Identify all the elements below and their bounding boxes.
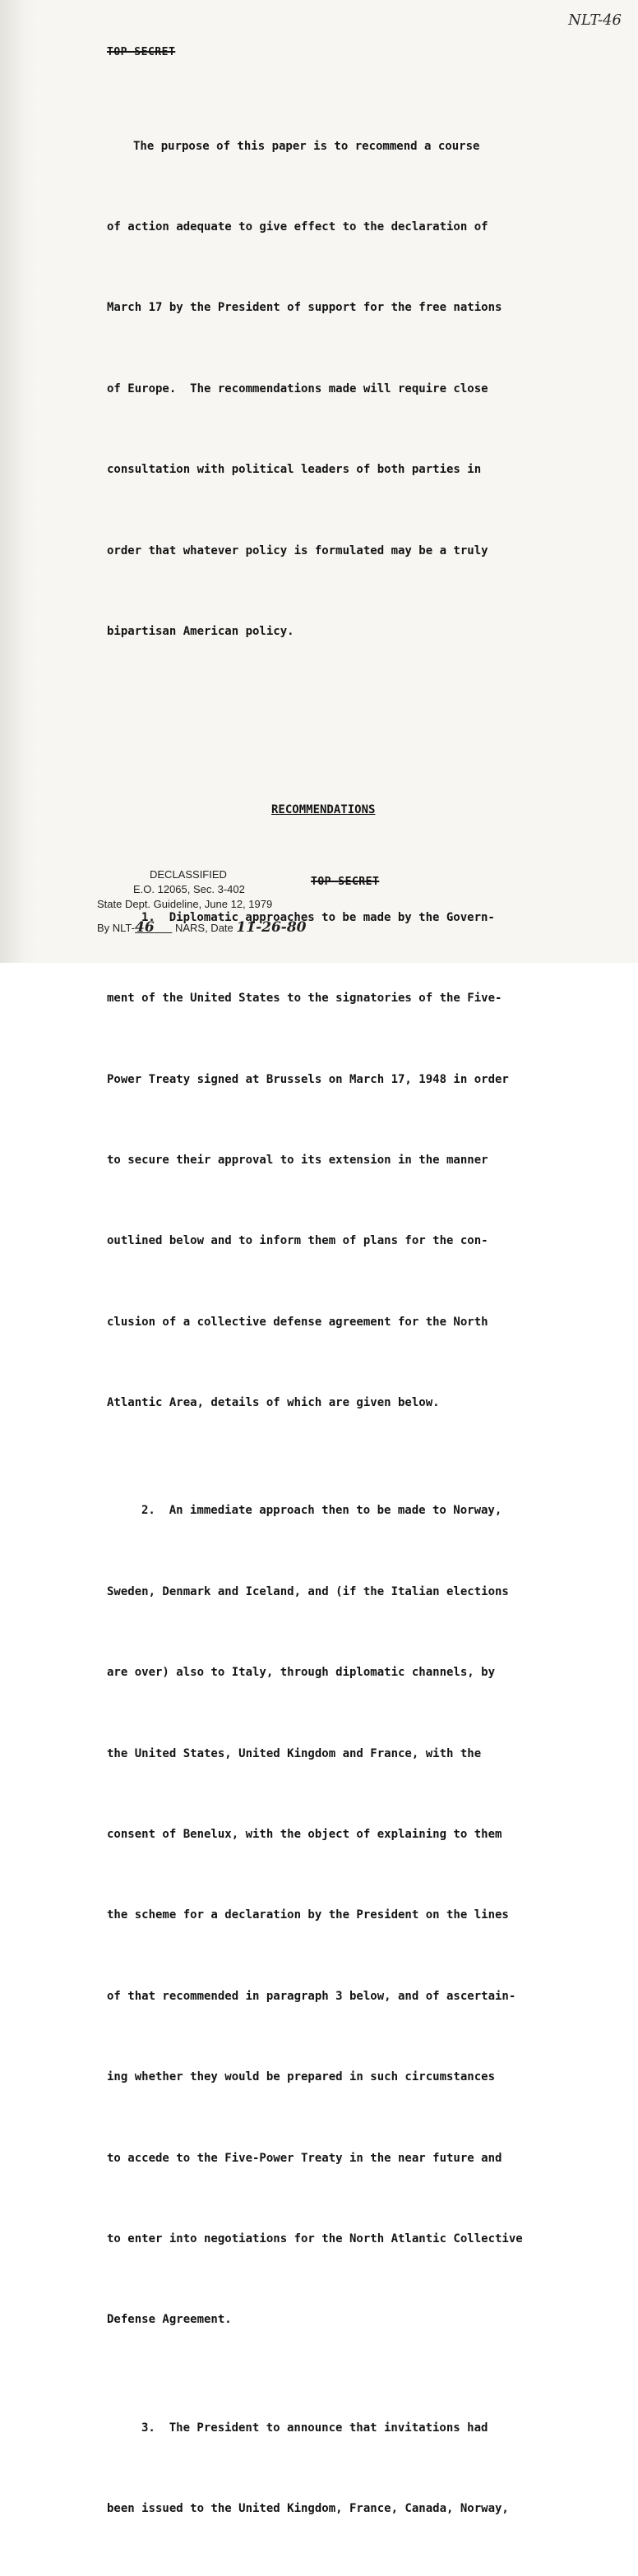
rec2-line: to accede to the Five-Power Treaty in the near future and	[107, 2151, 502, 2165]
rec1-line: Atlantic Area, details of which are given below.	[107, 1396, 440, 1410]
rec2-line: are over) also to Italy, through diplomatic channels, by	[107, 1666, 496, 1680]
executive-order-ref: E.O. 12065, Sec. 3-402	[133, 883, 245, 895]
rec2-line: Defense Agreement.	[107, 2313, 232, 2327]
rec2-line: ing whether they would be prepared in such circumstances	[107, 2070, 496, 2084]
document-body	[107, 79, 592, 2576]
rec1-line: Power Treaty signed at Brussels on March 17, 1948 in order	[107, 1072, 509, 1086]
rec2-line: of that recommended in paragraph 3 below, and of ascertain-	[107, 1989, 516, 2003]
rec1-line: outlined below and to inform them of plans for the con-	[107, 1234, 488, 1248]
handwritten-case-number: 46	[135, 919, 155, 936]
authorization-line	[97, 920, 307, 936]
rec3-line: 3. The President to announce that invitations had	[141, 2421, 488, 2435]
intro-line: bipartisan American policy.	[107, 624, 294, 638]
page-edge-shadow	[0, 0, 36, 963]
intro-line: March 17 by the President of support for the free nations	[107, 301, 502, 315]
rec2-line: consent of Benelux, with the object of explaining to them	[107, 1828, 502, 1841]
intro-line: order that whatever policy is formulated may be a truly	[107, 543, 488, 557]
rec2-line: Sweden, Denmark and Iceland, and (if the Italian elections	[107, 1584, 509, 1598]
declassification-stamp	[97, 867, 307, 936]
declassified-label: DECLASSIFIED	[150, 868, 227, 881]
rec1-line: ment of the United States to the signatories of the Five-	[107, 992, 502, 1006]
intro-line: The purpose of this paper is to recommend a course	[133, 139, 480, 153]
rec1-line: clusion of a collective defense agreement for the North	[107, 1315, 488, 1329]
rec2-line: 2. An immediate approach then to be made to Norway,	[141, 1504, 502, 1518]
by-prefix: By NLT-	[97, 922, 135, 934]
rec2-line: to enter into negotiations for the North Atlantic Collective	[107, 2231, 523, 2245]
rec1-line: to secure their approval to its extension in the manner	[107, 1154, 488, 1168]
rec3-line: been issued to the United Kingdom, France, Canada, Norway,	[107, 2501, 509, 2515]
guideline-ref: State Dept. Guideline, June 12, 1979	[97, 898, 273, 910]
section-heading: RECOMMENDATIONS	[271, 802, 376, 816]
nars-date-label: NARS, Date	[174, 922, 233, 934]
intro-line: of action adequate to give effect to the declaration of	[107, 220, 488, 234]
handwritten-date: 11-26-80	[236, 919, 307, 936]
classification-marking-bottom: TOP SECRET	[311, 876, 380, 888]
intro-line: of Europe. The recommendations made will require close	[107, 382, 488, 395]
handwritten-document-id: NLT-46	[568, 12, 622, 29]
rec2-line: the scheme for a declaration by the President on the lines	[107, 1908, 509, 1922]
rec2-line: the United States, United Kingdom and France, with the	[107, 1746, 482, 1760]
intro-line: consultation with political leaders of both parties in	[107, 463, 482, 477]
classification-marking-top: TOP SECRET	[107, 46, 176, 58]
rec1-line: 1. Diplomatic approaches to be made by the Govern-	[141, 910, 495, 924]
